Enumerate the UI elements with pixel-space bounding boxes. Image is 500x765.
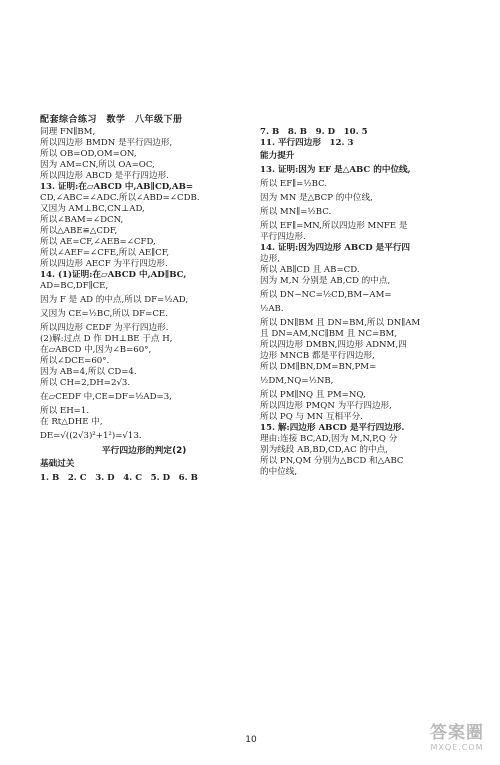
answer-line: 且 DN=AM,NC∥BM 且 NC=BM, xyxy=(260,329,398,339)
answer-line: 因为 M,N 分别是 AB,CD 的中点, xyxy=(260,276,391,286)
choice-answers-row: 7. B 8. B 9. D 10. 5 xyxy=(260,127,368,137)
answer-line: ½DM,NQ=½NB, xyxy=(260,376,334,386)
answer-line: 所以 CH=2,DH=2√3. xyxy=(40,378,131,388)
answer-line: 所以 AB∥CD 且 AB=CD. xyxy=(260,265,360,275)
answer-line: 15. 解:四边形 ABCD 是平行四边形. xyxy=(260,423,405,433)
answer-line: 边形, xyxy=(260,254,280,264)
answer-line: 同理 FN∥BM, xyxy=(40,127,96,137)
answer-line: 所以 PQ 与 MN 互相平分. xyxy=(260,412,363,422)
answer-line: 所以四边形 BMDN 是平行四边形, xyxy=(40,138,173,148)
answer-line: 的中位线, xyxy=(260,467,298,477)
answer-line: 理由:连接 BC,AD,因为 M,N,P,Q 分 xyxy=(260,434,398,444)
answer-line: 14. 证明:因为四边形 ABCD 是平行四 xyxy=(260,243,411,253)
watermark-domain: MXQE.COM xyxy=(430,743,484,752)
answer-line: 所以 EF∥=MN,所以四边形 MNFE 是 xyxy=(260,221,408,231)
answer-line: 在 Rt△DHE 中, xyxy=(40,417,103,427)
answer-line: AD=BC,DF∥CE, xyxy=(40,281,109,291)
answer-line: 平行四边形. xyxy=(260,232,306,242)
answer-line: CD,∠ABC=∠ADC.所以∠ABD=∠CDB. xyxy=(40,193,200,203)
answer-line: 所以 DN∥BM 且 DN=BM,所以 DN∥AM xyxy=(260,318,421,328)
basic-heading: 基础过关 xyxy=(40,459,75,469)
answer-line: 又因为 AM⊥BC,CN⊥AD, xyxy=(40,204,145,214)
answer-line: 因为 MN 是△BCP 的中位线, xyxy=(260,193,373,203)
answer-line: DE=√((2√3)²+1²)=√13. xyxy=(40,431,142,441)
answer-line: 所以四边形 AECF 为平行四边形. xyxy=(40,259,168,269)
answer-line: 所以∠BAM=∠DCN, xyxy=(40,215,124,225)
answer-line: 在▱CEDF 中,CE=DF=½AD=3, xyxy=(40,392,172,402)
answer-line: 所以四边形 ABCD 是平行四边形. xyxy=(40,171,169,181)
page-header: 配套综合练习 数学 八年级下册 xyxy=(40,115,183,125)
right-answer-lines xyxy=(260,165,464,478)
answer-line: 因为 AM=CN,所以 OA=OC, xyxy=(40,160,155,170)
section-title: 平行四边形的判定(2) xyxy=(101,446,187,456)
answer-line: 又因为 CE=½BC,所以 DF=CE. xyxy=(40,309,168,319)
answer-line: 边形 MNCB 都是平行四边形, xyxy=(260,351,375,361)
answer-line: 因为 F 是 AD 的中点,所以 DF=½AD, xyxy=(40,295,189,305)
answer-line: 所以四边形 CEDF 为平行四边形. xyxy=(40,323,169,333)
answer-line: 14. (1)证明:在▱ABCD 中,AD∥BC, xyxy=(40,270,187,280)
answer-line: 所以∠AEF=∠CFE,所以 AE∥CF, xyxy=(40,248,170,258)
answer-line: (2)解:过点 D 作 DH⊥BE 于点 H, xyxy=(40,334,173,344)
answer-line: 所以 AE=CF,∠AEB=∠CFD, xyxy=(40,237,156,247)
answer-line: 所以 EH=1. xyxy=(40,406,90,416)
right-column xyxy=(260,127,464,478)
answer-line: 所以四边形 DMBN,四边形 ADNM,四 xyxy=(260,340,407,350)
answer-line: ½AB. xyxy=(260,304,284,314)
advance-heading: 能力提升 xyxy=(260,151,295,161)
answer-line: 所以四边形 PMQN 为平行四边形, xyxy=(260,401,392,411)
answer-line: 所以 EF∥=½BC. xyxy=(260,179,328,189)
answer-line: 所以 PN,QM 分别为△BCD 和△ABC xyxy=(260,456,404,466)
left-column xyxy=(40,127,248,484)
page-number: 10 xyxy=(245,735,257,745)
watermark-text: 答案圈 xyxy=(430,723,484,743)
fill-answers-row: 11. 平行四边形 12. 3 xyxy=(260,138,354,148)
answer-line: 别为线段 AB,BD,CD,AC 的中点, xyxy=(260,445,388,455)
answer-line: 所以 DM∥BN,DM=BN,PM= xyxy=(260,362,377,372)
answer-line: 所以 DN−NC=½CD,BM−AM= xyxy=(260,290,392,300)
answer-line: 13. 证明:因为 EF 是△ABC 的中位线, xyxy=(260,165,411,175)
left-answer-lines xyxy=(40,127,248,442)
answer-line: 所以 PM∥NQ 且 PM=NQ, xyxy=(260,390,366,400)
answer-line: 在▱ABCD 中,因为∠B=60°, xyxy=(40,345,152,355)
answer-line: 所以△ABE≌△CDF, xyxy=(40,226,118,236)
answer-line: 所以 MN∥=½BC. xyxy=(260,207,332,217)
watermark-logo xyxy=(422,723,492,757)
answer-line: 所以 OB=OD,OM=ON, xyxy=(40,149,137,159)
basic-answers: 1. B 2. C 3. D 4. C 5. D 6. B xyxy=(40,473,198,483)
answer-line: 因为 AB=4,所以 CD=4. xyxy=(40,367,137,377)
answer-line: 13. 证明:在▱ABCD 中,AB∥CD,AB= xyxy=(40,182,194,192)
answer-line: 所以∠DCE=60°. xyxy=(40,356,110,366)
